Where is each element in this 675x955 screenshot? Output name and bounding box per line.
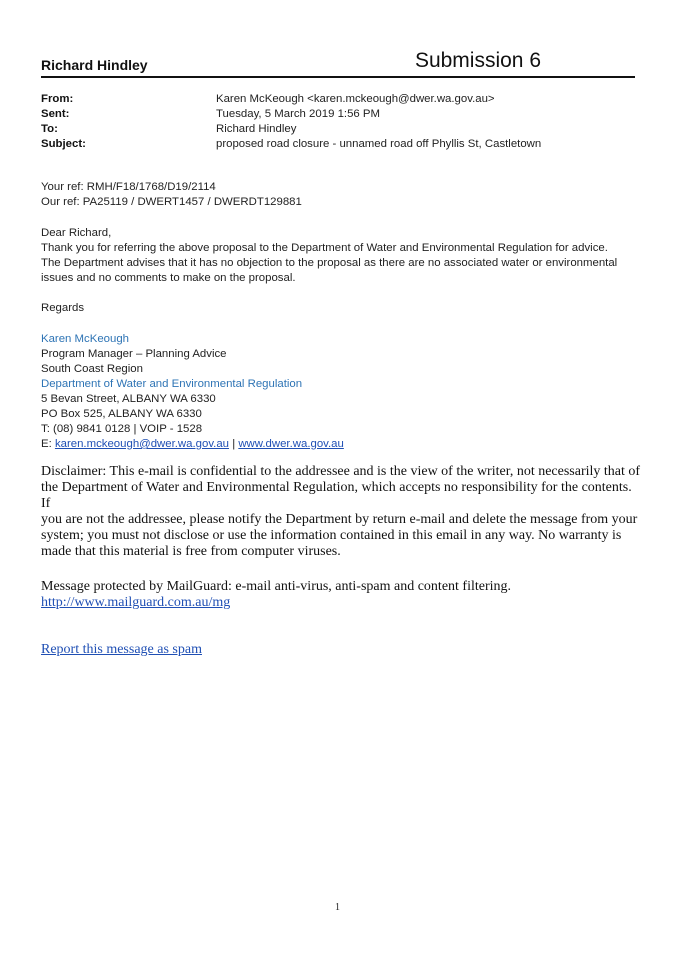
email-body bbox=[41, 226, 617, 316]
email-prefix: E: bbox=[41, 438, 55, 450]
subject-label: Subject: bbox=[41, 138, 86, 150]
from-value: Karen McKeough <karen.mckeough@dwer.wa.gov.au> bbox=[216, 93, 495, 105]
spam-report bbox=[41, 642, 202, 658]
signature-region: South Coast Region bbox=[41, 363, 143, 375]
to-row bbox=[41, 122, 541, 137]
mailbox-owner-name: Richard Hindley bbox=[41, 57, 148, 73]
from-row bbox=[41, 92, 541, 107]
email-signature bbox=[41, 332, 344, 452]
body-line-1: Thank you for referring the above proposal to the Department of Water and Environmental Regulation for advice. bbox=[41, 242, 608, 254]
subject-value: proposed road closure - unnamed road off Phyllis St, Castletown bbox=[216, 138, 542, 150]
sent-label: Sent: bbox=[41, 108, 70, 120]
sent-value: Tuesday, 5 March 2019 1:56 PM bbox=[216, 108, 380, 120]
signature-separator: | bbox=[229, 438, 239, 450]
page-number: 1 bbox=[335, 902, 340, 913]
submission-title: Submission 6 bbox=[414, 49, 541, 72]
disclaimer-line-1: Disclaimer: This e-mail is confidential to the addressee and is the view of the writer, not necessarily that of bbox=[41, 464, 641, 479]
signature-title: Program Manager – Planning Advice bbox=[41, 348, 227, 360]
signature-name: Karen McKeough bbox=[41, 333, 130, 345]
our-reference: Our ref: PA25119 / DWERT1457 / DWERDT129881 bbox=[41, 196, 302, 208]
disclaimer-line-5: made that this material is free from computer viruses. bbox=[41, 544, 341, 559]
regards: Regards bbox=[41, 302, 85, 314]
from-label: From: bbox=[41, 93, 74, 105]
disclaimer-line-2: the Department of Water and Environmental Regulation, which accepts no responsibility for the contents. If bbox=[41, 480, 632, 511]
email-metadata bbox=[41, 92, 541, 152]
signature-department: Department of Water and Environmental Regulation bbox=[41, 378, 303, 390]
mailguard-link[interactable]: http://www.mailguard.com.au/mg bbox=[41, 595, 231, 610]
disclaimer-line-4: system; you must not disclose or use the information contained in this email in any way. No warranty is bbox=[41, 528, 622, 543]
signature-phone: T: (08) 9841 0128 | VOIP - 1528 bbox=[41, 423, 203, 435]
report-spam-link[interactable]: Report this message as spam bbox=[41, 642, 202, 657]
body-line-2: The Department advises that it has no objection to the proposal as there are no associated water or environmental bbox=[41, 257, 618, 269]
disclaimer bbox=[41, 464, 641, 560]
signature-street: 5 Bevan Street, ALBANY WA 6330 bbox=[41, 393, 216, 405]
signature-website-link[interactable]: www.dwer.wa.gov.au bbox=[238, 438, 344, 450]
signature-po-box: PO Box 525, ALBANY WA 6330 bbox=[41, 408, 202, 420]
to-value: Richard Hindley bbox=[216, 123, 297, 135]
body-line-3: issues and no comments to make on the proposal. bbox=[41, 272, 296, 284]
your-reference: Your ref: RMH/F18/1768/D19/2114 bbox=[41, 181, 216, 193]
mailguard-text: Message protected by MailGuard: e-mail anti-virus, anti-spam and content filtering. bbox=[41, 579, 512, 594]
sent-row bbox=[41, 107, 541, 122]
document-header bbox=[41, 50, 635, 78]
reference-numbers bbox=[41, 180, 302, 210]
signature-contact-line bbox=[41, 437, 344, 452]
signature-email-link[interactable]: karen.mckeough@dwer.wa.gov.au bbox=[54, 438, 230, 450]
to-label: To: bbox=[41, 123, 58, 135]
subject-row bbox=[41, 137, 541, 152]
mailguard-notice bbox=[41, 579, 511, 611]
disclaimer-line-3: you are not the addressee, please notify the Department by return e-mail and delete the message from your bbox=[41, 512, 638, 527]
greeting: Dear Richard, bbox=[41, 227, 112, 239]
